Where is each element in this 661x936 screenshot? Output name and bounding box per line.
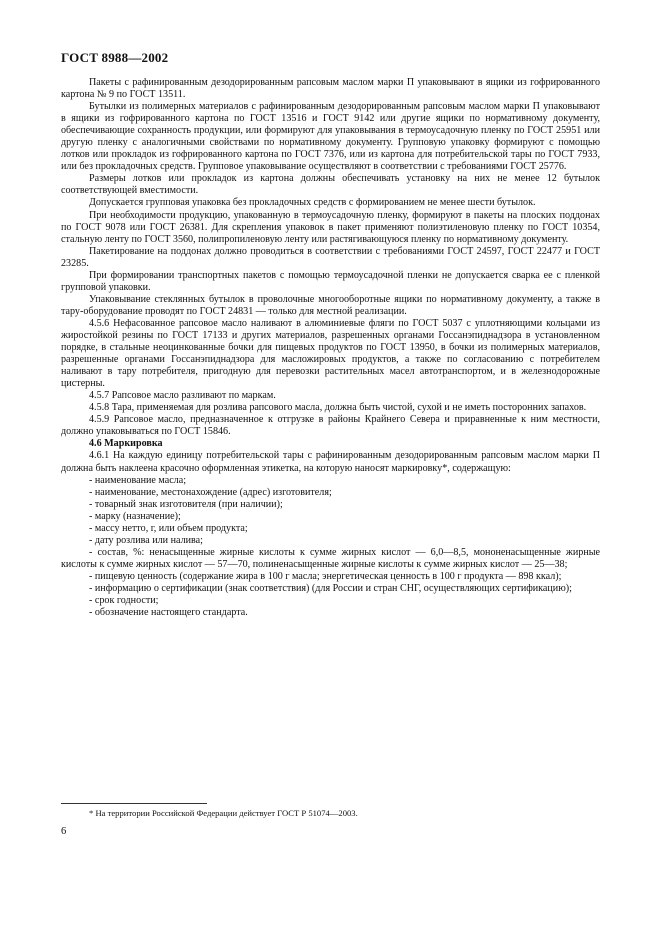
list-item: - наименование, местонахождение (адрес) изготовителя; — [89, 486, 332, 498]
list-item: - дату розлива или налива; — [89, 534, 203, 546]
list-item: - массу нетто, г, или объем продукта; — [89, 522, 248, 534]
section-heading-marking: 4.6 Маркировка — [89, 438, 163, 450]
clause-4-5-6: 4.5.6 Нефасованное рапсовое масло наливают в алюминиевые фляги по ГОСТ 5037 с уплотняющими кольцами из жиростойкой резины по ГОСТ 17133 и других материалов, разрешенных органами Госсанэпиднадзора в установленном порядке, в стальные неоцинкованные бочки для пищевых продуктов по ГОСТ 13950, в бочки из полимерных материалов, разрешенные органами Госсанэпиднадзора для масложировых продуктов, а также по согласованию с потребителем наливают в тару потребителя, пригодную для перевозки растительных масел автотранспортом, и в железнодорожные цистерны. — [61, 317, 600, 390]
list-item: - пищевую ценность (содержание жира в 100 г масла; энергетическая ценность в 100 г продукта — 898 ккал); — [89, 570, 562, 582]
clause-4-5-9: 4.5.9 Рапсовое масло, предназначенное к отгрузке в районы Крайнего Севера и приравненные к ним местности, должно упаковываться по ГОСТ 15846. — [61, 414, 600, 438]
list-item: - обозначение настоящего стандарта. — [89, 607, 248, 619]
list-item: - информацию о сертификации (знак соответствия) (для России и стран СНГ, осуществляющих сертификацию); — [89, 582, 572, 594]
paragraph: При формировании транспортных пакетов с помощью термоусадочной пленки не допускается сварка ее с пленкой групповой упаковки. — [61, 269, 600, 293]
paragraph: Размеры лотков или прокладок из картона должны обеспечивать установку на них не менее 12 бутылок соответствующей вместимости. — [61, 173, 600, 197]
document-body — [61, 77, 600, 619]
list-item: - товарный знак изготовителя (при наличии); — [89, 498, 283, 510]
footnote-divider — [61, 803, 207, 804]
list-item: - срок годности; — [89, 595, 159, 607]
list-item: - марку (назначение); — [89, 510, 181, 522]
document-code-header: ГОСТ 8988—2002 — [61, 50, 169, 65]
paragraph: Допускается групповая упаковка без прокладочных средств с формированием не менее шести бутылок. — [89, 197, 536, 209]
list-item: - состав, %: ненасыщенные жирные кислоты к сумме жирных кислот — 6,0—8,5, мононенасыщенные жирные кислоты к сумме жирных кислот — 57—70, полиненасыщенные жирные кислоты к сумме жирных кислот — 25—38; — [61, 546, 600, 570]
paragraph: Упаковывание стеклянных бутылок в проволочные многооборотные ящики по нормативному документу, а также в тару-оборудование проводят по ГОСТ 24831 — только для местной реализации. — [61, 293, 600, 317]
paragraph: Пакеты с рафинированным дезодорированным рапсовым маслом марки П упаковывают в ящики из гофрированного картона № 9 по ГОСТ 13511. — [61, 77, 600, 101]
paragraph: При необходимости продукцию, упакованную в термоусадочную пленку, формируют в пакеты на плоских поддонах по ГОСТ 9078 или ГОСТ 26381. Для скрепления упаковок в пакет применяют полиэтиленовую пленку по ГОСТ 10354, стальную ленту по ГОСТ 3560, полипропиленовую ленту или растягивающуюся пленку по нормативному документу. — [61, 209, 600, 245]
paragraph: Пакетирование на поддонах должно проводиться в соответствии с требованиями ГОСТ 24597, ГОСТ 22477 и ГОСТ 23285. — [61, 245, 600, 269]
clause-4-6-1: 4.6.1 На каждую единицу потребительской тары с рафинированным дезодорированным рапсовым маслом марки П должна быть наклеена красочно оформленная этикетка, на которую наносят маркировку*, содержащую: — [61, 450, 600, 474]
clause-4-5-8: 4.5.8 Тара, применяемая для розлива рапсового масла, должна быть чистой, сухой и не иметь посторонних запахов. — [89, 402, 587, 414]
page-number: 6 — [61, 826, 67, 837]
list-item: - наименование масла; — [89, 474, 187, 486]
clause-4-5-7: 4.5.7 Рапсовое масло разливают по маркам. — [89, 390, 276, 402]
paragraph: Бутылки из полимерных материалов с рафинированным дезодорированным рапсовым маслом марки П упаковывают в ящики из гофрированного картона по ГОСТ 13516 и ГОСТ 9142 или другие ящики по нормативному документу, обеспечивающие сохранность продукции, или формируют для упаковывания в термоусадочную пленку по ГОСТ 25951 или другую пленку с аналогичными свойствами по нормативному документу. Групповую упаковку формируют с помощью лотков или прокладок из гофрированного картона по ГОСТ 7376, или из картона для потребительской тары по ГОСТ 7933, или без прокладочных средств. Групповое упаковывание осуществляют в соответствии с требованиями ГОСТ 25776. — [61, 101, 600, 173]
footnote: * На территории Российской Федерации действует ГОСТ Р 51074—2003. — [89, 808, 358, 818]
